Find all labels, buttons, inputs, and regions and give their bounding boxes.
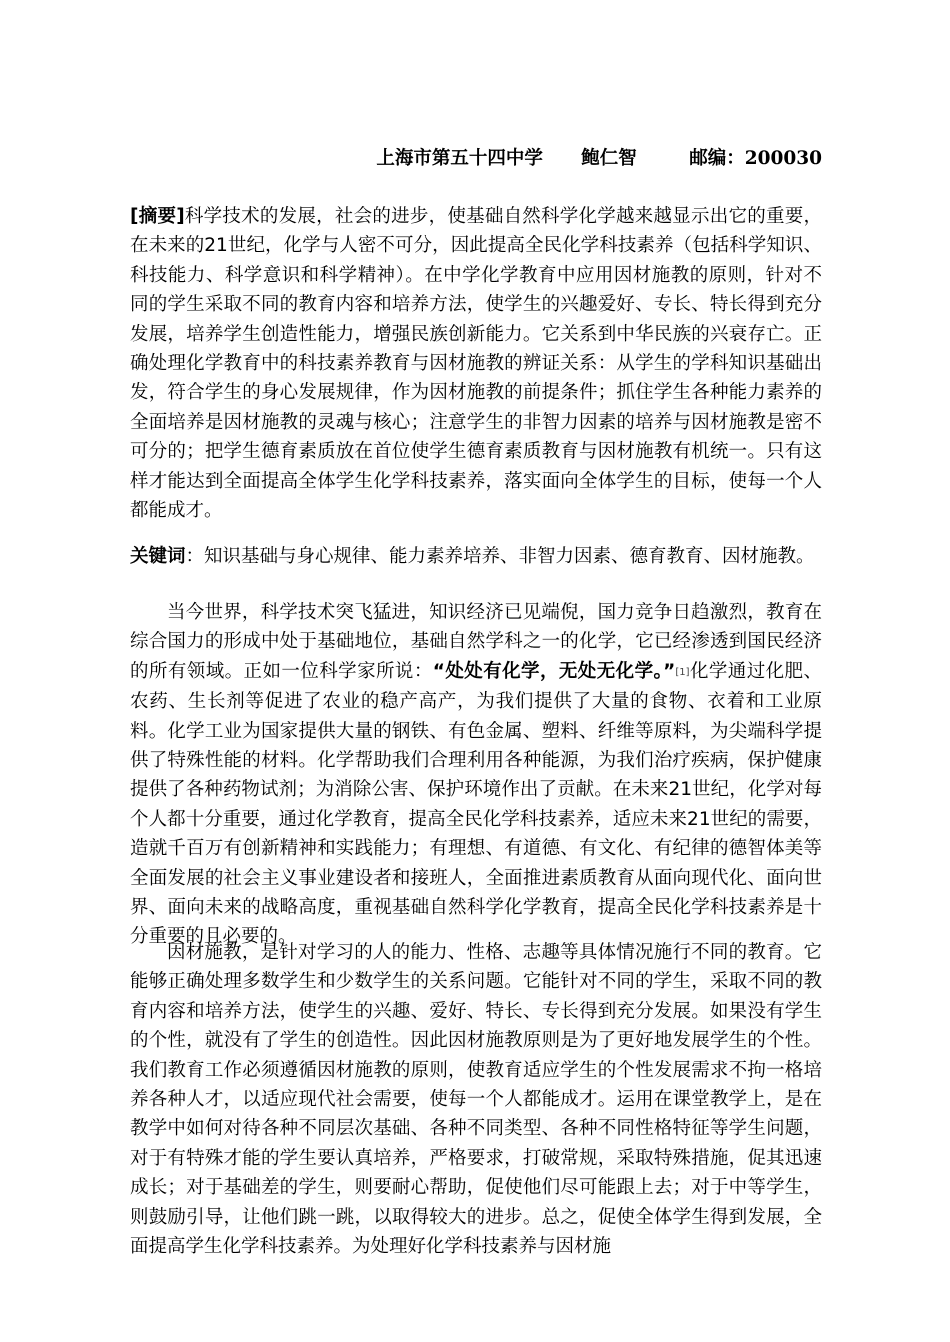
school-name: 上海市第五十四中学 bbox=[376, 148, 543, 169]
paragraph-1-text-before-citation: 当今世界，科学技术突飞猛进，知识经济已见端倪，国力竞争日趋激烈，教育在综合国力的形成中处于基础地位，基础自然学科之一的化学，它已经渗透到国民经济的所有领域。正如一位科学家所说： bbox=[130, 602, 822, 682]
body-paragraph-2: 因材施教，是针对学习的人的能力、性格、志趣等具体情况施行不同的教育。它能够正确处理多数学生和少数学生的关系问题。它能针对不同的学生，采取不同的教育内容和培养方法，使学生的兴趣、爱好、特长、专长得到充分发展。如果没有学生的个性，就没有了学生的创造性。因此因材施教原则是为了更好地发展学生的个性。我们教育工作必须遵循因材施教的原则，使教育适应学生的个性发展需求不拘一格培养各种人才，以适应现代社会需要，使每一个人都能成才。运用在课堂教学上，是在教学中如何对待各种不同层次基础、各种不同类型、各种不同性格特征等学生问题，对于有特殊才能的学生要认真培养，严格要求，打破常规，采取特殊措施，促其迅速成长；对于基础差的学生，则要耐心帮助，促使他们尽可能跟上去；对于中等学生，则鼓励引导，让他们跳一跳，以取得较大的进步。总之，促使全体学生得到发展，全面提高学生化学科技素养。为处理好化学科技素养与因材施 bbox=[130, 942, 822, 1258]
paragraph-1-quote: “处处有化学，无处无化学。” bbox=[432, 660, 676, 682]
abstract-text: 科学技术的发展，社会的进步，使基础自然科学化学越来越显示出它的重要，在未来的21世纪，化学与人密不可分，因此提高全民化学科技素养（包括科学知识、科技能力、科学意识和科学精神）。在中学化学教育中应用因材施教的原则，针对不同的学生采取不同的教育内容和培养方法，使学生的兴趣爱好、专长、特长得到充分发展，培养学生创造性能力，增强民族创新能力。它关系到中华民族的兴衰存亡。正确处理化学教育中的科技素养教育与因材施教的辨证关系：从学生的学科知识基础出发，符合学生的身心发展规律，作为因材施教的前提条件；抓住学生各种能力素养的全面培养是因材施教的灵魂与核心；注意学生的非智力因素的培养与因材施教是密不可分的；把学生德育素质放在首位使学生德育素质教育与因材施教有机统一。只有这样才能达到全面提高全体学生化学科技素养，落实面向全体学生的目标，使每一个人都能成才。 bbox=[130, 206, 822, 522]
abstract-paragraph bbox=[130, 202, 822, 525]
paragraph-1-text-after-citation: 化学通过化肥、农药、生长剂等促进了农业的稳产高产，为我们提供了大量的食物、衣着和工业原料。化学工业为国家提供大量的钢铁、有色金属、塑料、纤维等原料，为尖端科学提供了特殊性能的材料。化学帮助我们合理利用各种能源，为我们治疗疾病，保护健康提供了各种药物试剂；为消除公害、保护环境作出了贡献。在未来21世纪，化学对每个人都十分重要，通过化学教育，提高全民化学科技素养，适应未来21世纪的需要，造就千百万有创新精神和实践能力；有理想、有道德、有文化、有纪律的德智体美等全面发展的社会主义事业建设者和接班人，全面推进素质教育从面向现代化、面向世界、面向未来的战略高度，重视基础自然科学化学教育，提高全民化学科技素养是十分重要的且必要的。 bbox=[130, 660, 822, 948]
author-header bbox=[376, 146, 822, 172]
keywords-text: ：知识基础与身心规律、能力素养培养、非智力因素、德育教育、因材施教。 bbox=[185, 546, 815, 567]
postcode: 邮编：200030 bbox=[689, 148, 822, 169]
abstract-label: [摘要] bbox=[130, 206, 185, 227]
body-paragraph-1 bbox=[130, 598, 822, 952]
citation-marker: [1] bbox=[675, 666, 690, 678]
author-name: 鲍仁智 bbox=[581, 148, 637, 169]
keywords-label: 关键词 bbox=[130, 546, 186, 567]
keywords-paragraph bbox=[130, 542, 822, 571]
